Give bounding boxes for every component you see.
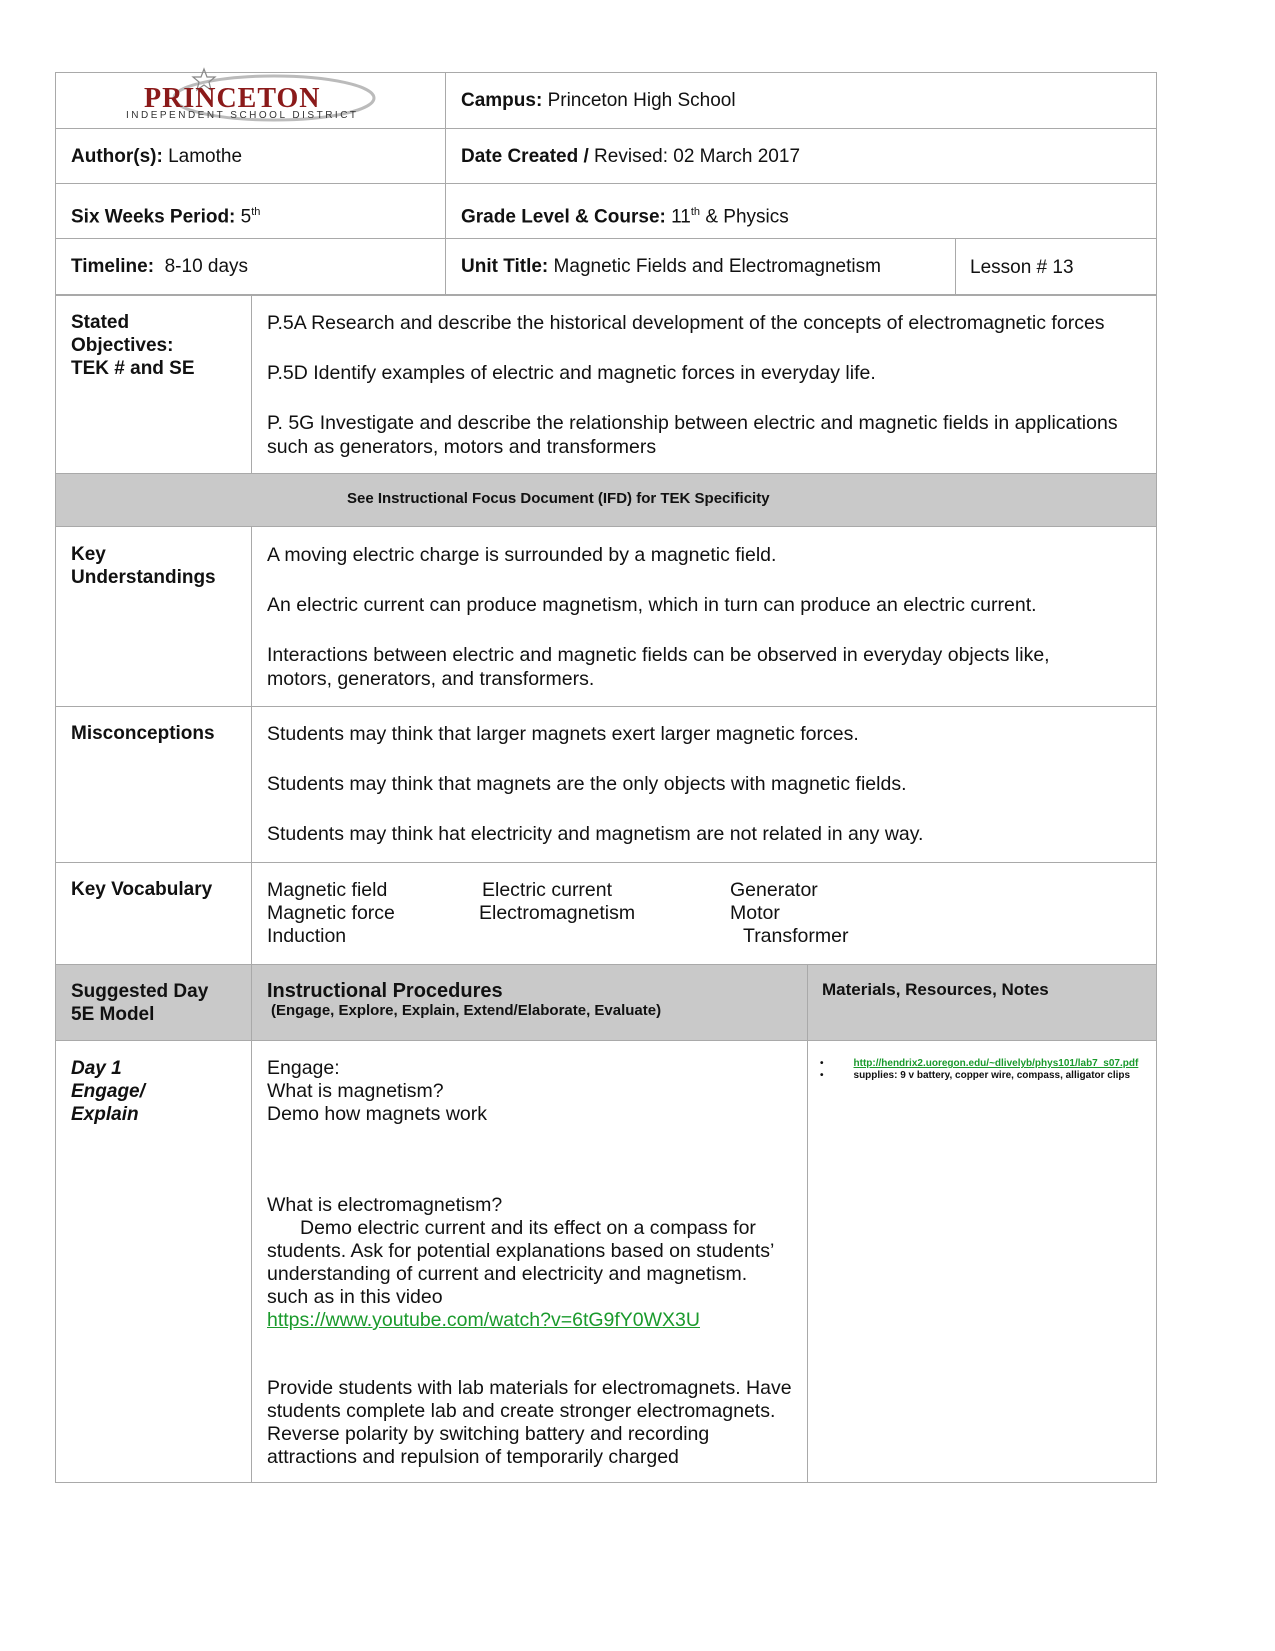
engage-line: What is magnetism? <box>267 1080 444 1102</box>
grade-value-course: & Physics <box>700 206 789 228</box>
timeline-value: 8-10 days <box>154 256 249 277</box>
procedures-header-cell <box>251 964 808 1041</box>
misconceptions-label-cell <box>55 706 252 863</box>
day-header-line-2: 5E Model <box>71 1004 155 1025</box>
unit-cell <box>445 238 956 295</box>
understanding-item: A moving electric charge is surrounded by a magnetic field. <box>267 544 777 566</box>
misconceptions-content-cell <box>251 706 1157 863</box>
logo-cell <box>55 72 446 129</box>
unit-label: Unit Title: <box>461 256 549 277</box>
period-label: Six Weeks Period: <box>71 206 236 228</box>
objective-item: P.5A Research and describe the historical development of the concepts of electromagnetic forces <box>267 312 1105 334</box>
vocab-term: Magnetic force <box>267 902 395 924</box>
vocabulary-label: Key Vocabulary <box>71 879 213 900</box>
understanding-item: An electric current can produce magnetism, which in turn can produce an electric current. <box>267 594 1037 616</box>
day1-label-2: Engage/ <box>71 1081 145 1102</box>
objectives-label-2: Objectives: <box>71 335 174 356</box>
vocab-term: Electric current <box>482 879 613 901</box>
understandings-label-cell <box>55 526 252 707</box>
day-header-line-1: Suggested Day <box>71 981 209 1002</box>
day1-label-1: Day 1 <box>71 1058 122 1079</box>
vocabulary-content-cell <box>251 862 1157 965</box>
period-cell <box>55 183 446 239</box>
lesson-cell <box>955 238 1157 295</box>
date-cell <box>445 128 1157 184</box>
procedures-title: Instructional Procedures <box>267 980 503 1002</box>
grade-value: 11 <box>665 206 691 228</box>
campus-label: Campus: <box>461 90 543 111</box>
vocab-term: Transformer <box>743 925 849 947</box>
vocabulary-label-cell <box>55 862 252 965</box>
electromagnetism-body: Demo electric current and its effect on a compass for students. Ask for potential explanations based on students’ understanding of current and electricity and magnetism. such as in this video <box>267 1217 774 1308</box>
objective-item: P. 5G Investigate and describe the relationship between electric and magnetic fields in applications such as generators, motors and transformers <box>267 412 1118 458</box>
unit-value: Magnetic Fields and Electromagnetism <box>548 256 881 277</box>
grade-sup: th <box>690 206 701 218</box>
ifd-banner-text: See Instructional Focus Document (IFD) for TEK Specificity <box>347 490 770 507</box>
author-value: Lamothe <box>162 146 243 167</box>
date-label: Date Created / <box>461 146 589 167</box>
lesson-number: Lesson # 13 <box>970 257 1074 278</box>
misconceptions-label: Misconceptions <box>71 723 215 744</box>
timeline-label: Timeline: <box>71 256 155 277</box>
understandings-content-cell <box>251 526 1157 707</box>
lab-pdf-link[interactable]: http://hendrix2.uoregon.edu/~dlivelyb/phys101/lab7_s07.pdf <box>853 1058 1139 1069</box>
video-link[interactable]: https://www.youtube.com/watch?v=6tG9fY0WX3U <box>267 1309 700 1331</box>
bullet-icon: • <box>820 1070 824 1081</box>
day1-procedures-cell <box>251 1040 808 1483</box>
bullet-icon: • <box>820 1058 824 1069</box>
engage-line: Demo how magnets work <box>267 1103 488 1125</box>
campus-value: Princeton High School <box>542 90 736 111</box>
objectives-label-cell <box>55 295 252 474</box>
day-header-cell <box>55 964 252 1041</box>
understandings-label-2: Understandings <box>71 567 216 588</box>
procedures-subtitle: (Engage, Explore, Explain, Extend/Elaborate, Evaluate) <box>271 1002 662 1019</box>
author-cell <box>55 128 446 184</box>
vocab-term: Magnetic field <box>267 879 388 901</box>
objectives-label-3: TEK # and SE <box>71 358 195 379</box>
day1-label-cell <box>55 1040 252 1483</box>
day1-label-3: Explain <box>71 1104 139 1125</box>
logo-sub-text: INDEPENDENT SCHOOL DISTRICT <box>126 110 359 121</box>
author-label: Author(s): <box>71 146 163 167</box>
ifd-banner <box>55 473 1157 527</box>
period-value: 5 <box>235 206 252 228</box>
objectives-content-cell <box>251 295 1157 474</box>
materials-header-cell <box>807 964 1157 1041</box>
day1-materials-cell <box>807 1040 1157 1483</box>
campus-cell <box>445 72 1157 129</box>
vocab-term: Generator <box>730 879 818 901</box>
lab-instructions: Provide students with lab materials for electromagnets. Have students complete lab and create stronger electromagnets. Reverse polarity by switching battery and recording attractions and repulsion of temporarily charged <box>267 1377 792 1468</box>
understanding-item: Interactions between electric and magnetic fields can be observed in everyday objects like, motors, generators, and transformers. <box>267 644 1050 690</box>
misconception-item: Students may think hat electricity and magnetism are not related in any way. <box>267 823 924 845</box>
grade-label: Grade Level & Course: <box>461 206 666 228</box>
objective-item: P.5D Identify examples of electric and magnetic forces in everyday life. <box>267 362 876 384</box>
vocab-term: Electromagnetism <box>479 902 636 924</box>
vocab-term: Induction <box>267 925 347 947</box>
vocab-term: Motor <box>730 902 780 924</box>
period-sup: th <box>251 206 261 218</box>
misconception-item: Students may think that larger magnets exert larger magnetic forces. <box>267 723 859 745</box>
understandings-label-1: Key <box>71 544 106 565</box>
electromagnetism-question: What is electromagnetism? <box>267 1194 503 1216</box>
logo-main-text: PRINCETON <box>144 83 321 114</box>
timeline-cell <box>55 238 446 295</box>
grade-cell <box>445 183 1157 239</box>
engage-line: Engage: <box>267 1057 340 1079</box>
materials-title: Materials, Resources, Notes <box>822 980 1049 999</box>
misconception-item: Students may think that magnets are the only objects with magnetic fields. <box>267 773 907 795</box>
objectives-label-1: Stated <box>71 312 130 333</box>
date-value: Revised: 02 March 2017 <box>588 146 801 167</box>
supplies-note: supplies: 9 v battery, copper wire, compass, alligator clips <box>853 1070 1131 1081</box>
